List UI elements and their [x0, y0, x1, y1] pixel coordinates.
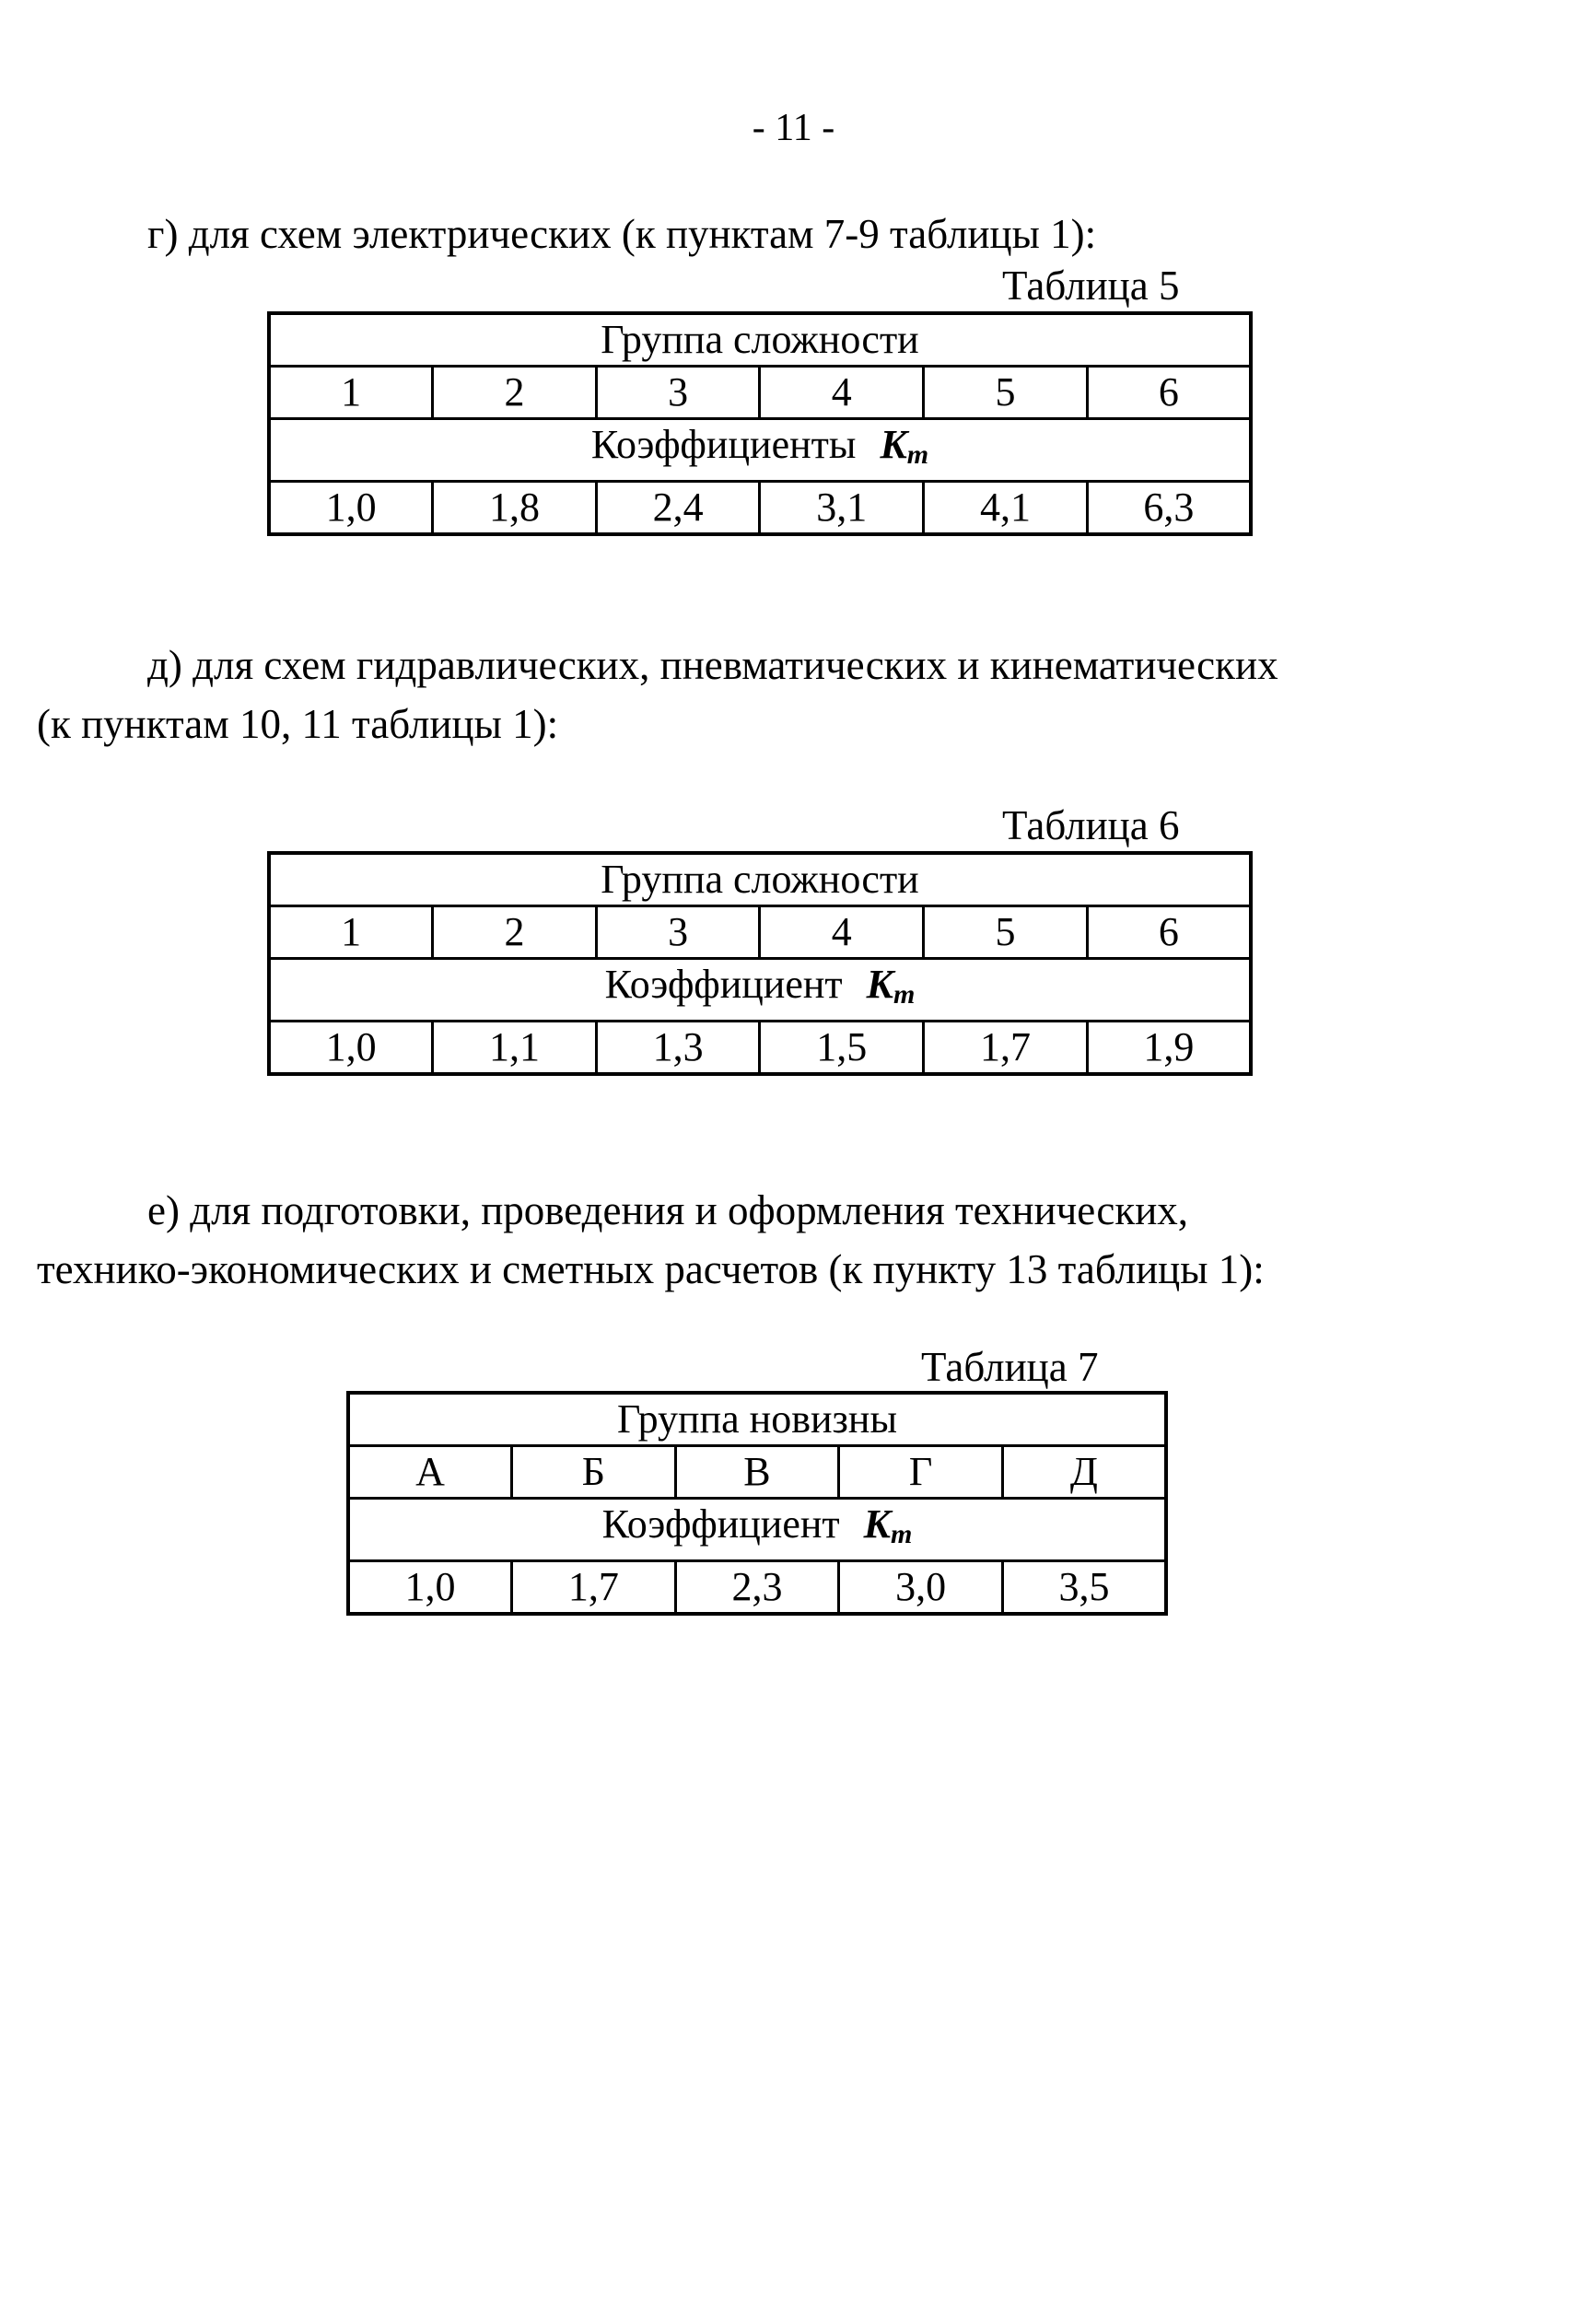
table-5-caption: Таблица 5	[1002, 263, 1180, 309]
section-g-text: г) для схем электрических (к пунктам 7-9 таблицы 1):	[147, 211, 1097, 257]
table-5-value-cell: 3,1	[760, 482, 924, 535]
section-d-line2: (к пунктам 10, 11 таблицы 1):	[37, 701, 559, 747]
table-6-group-cell: 4	[760, 906, 924, 959]
coef-symbol: $K_m$	[866, 962, 916, 1010]
table-5-group-cell: 6	[1087, 367, 1251, 419]
table-7-value-cell: 3,0	[839, 1561, 1003, 1615]
table-6-group-cell: 3	[596, 906, 760, 959]
table-6-coef-header	[269, 959, 1251, 1022]
table-5-groups-row	[269, 367, 1251, 419]
coef-label: Коэффициент	[604, 962, 843, 1007]
table-5-value-cell: 4,1	[924, 482, 1088, 535]
table-5	[267, 311, 1253, 536]
table-7-group-header: Группа новизны	[348, 1393, 1166, 1446]
table-6-value-cell: 1,1	[433, 1022, 597, 1075]
table-5-group-header: Группа сложности	[269, 313, 1251, 367]
table-5-group-cell: 3	[596, 367, 760, 419]
table-7-coef-header	[348, 1499, 1166, 1561]
table-5-value-cell: 6,3	[1087, 482, 1251, 535]
table-6-value-cell: 1,5	[760, 1022, 924, 1075]
table-5-value-cell: 1,0	[269, 482, 433, 535]
coef-label: Коэффициенты	[590, 422, 857, 467]
table-6	[267, 851, 1253, 1076]
table-6-group-cell: 2	[433, 906, 597, 959]
table-7-group-cell: В	[675, 1446, 839, 1499]
coef-symbol: $K_m$	[880, 422, 929, 470]
page-number: - 11 -	[752, 107, 835, 149]
table-7-group-cell: Г	[839, 1446, 1003, 1499]
coef-label: Коэффициент	[601, 1501, 840, 1547]
section-e-line1: е) для подготовки, проведения и оформления технических,	[147, 1187, 1189, 1233]
table-6-caption: Таблица 6	[1002, 802, 1180, 848]
table-5-coef-header	[269, 419, 1251, 482]
table-7-group-cell: А	[348, 1446, 512, 1499]
table-7-caption: Таблица 7	[921, 1344, 1099, 1390]
table-7-value-cell: 1,7	[512, 1561, 676, 1615]
coef-symbol: $K_m$	[863, 1501, 913, 1549]
table-7-value-cell: 3,5	[1002, 1561, 1166, 1615]
table-7-group-cell: Д	[1002, 1446, 1166, 1499]
table-5-value-cell: 1,8	[433, 482, 597, 535]
table-7-groups-row	[348, 1446, 1166, 1499]
table-6-value-cell: 1,0	[269, 1022, 433, 1075]
table-7-value-cell: 1,0	[348, 1561, 512, 1615]
table-5-group-cell: 5	[924, 367, 1088, 419]
section-e-line2: технико-экономических и сметных расчетов (к пункту 13 таблицы 1):	[37, 1246, 1265, 1292]
table-6-group-header: Группа сложности	[269, 853, 1251, 906]
table-7-value-cell: 2,3	[675, 1561, 839, 1615]
table-5-group-cell: 1	[269, 367, 433, 419]
table-6-group-cell: 5	[924, 906, 1088, 959]
table-5-group-cell: 4	[760, 367, 924, 419]
table-5-value-cell: 2,4	[596, 482, 760, 535]
table-6-groups-row	[269, 906, 1251, 959]
table-6-value-cell: 1,3	[596, 1022, 760, 1075]
table-6-group-cell: 6	[1087, 906, 1251, 959]
table-5-values-row	[269, 482, 1251, 535]
table-6-value-cell: 1,9	[1087, 1022, 1251, 1075]
table-6-group-cell: 1	[269, 906, 433, 959]
table-6-values-row	[269, 1022, 1251, 1075]
table-7-values-row	[348, 1561, 1166, 1615]
table-7-group-cell: Б	[512, 1446, 676, 1499]
section-d-line1: д) для схем гидравлических, пневматических и кинематических	[147, 642, 1278, 688]
table-5-group-cell: 2	[433, 367, 597, 419]
table-7	[346, 1391, 1168, 1616]
table-6-value-cell: 1,7	[924, 1022, 1088, 1075]
